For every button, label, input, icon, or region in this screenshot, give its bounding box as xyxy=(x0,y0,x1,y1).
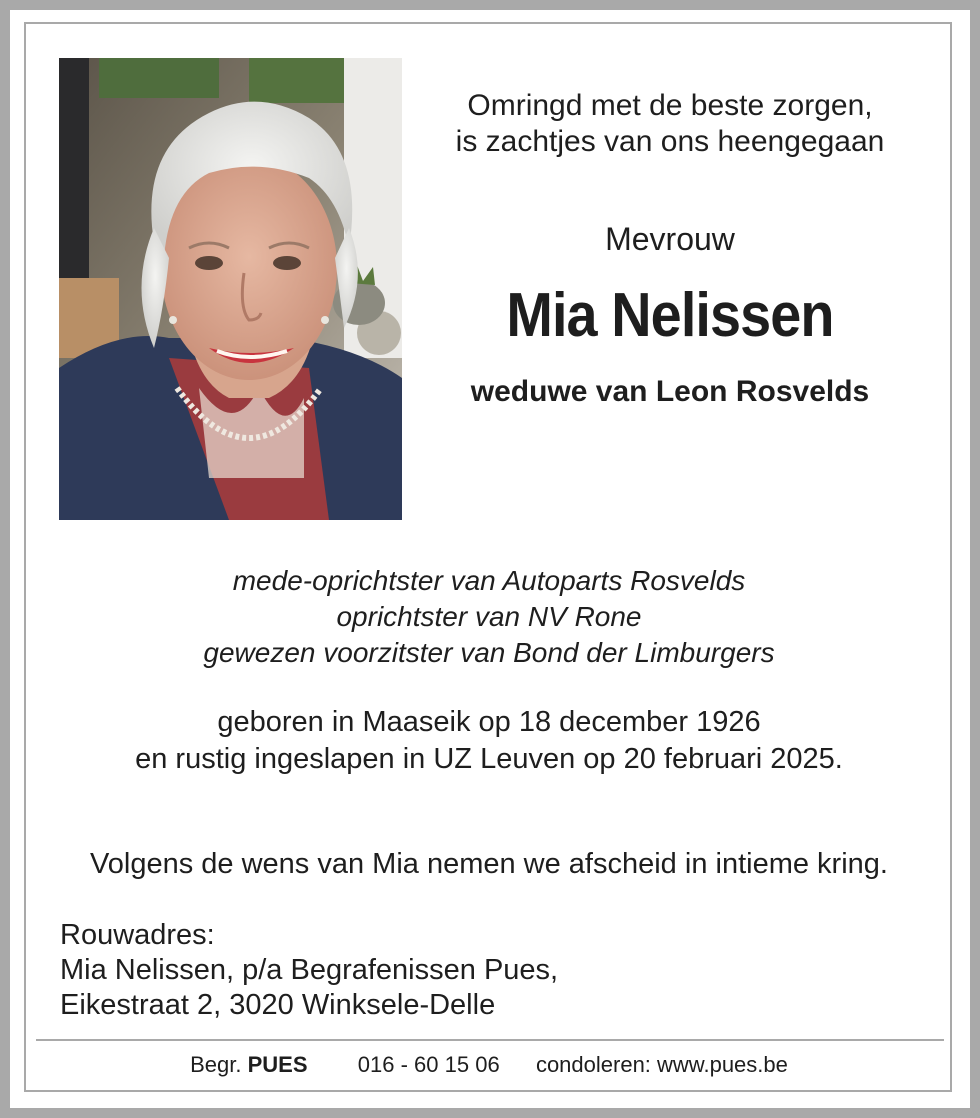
birth-line: geboren in Maaseik op 18 december 1926 xyxy=(217,706,761,738)
mourning-address xyxy=(60,918,558,1023)
portrait-photo xyxy=(59,58,402,520)
address-label: Rouwadres: xyxy=(60,919,215,951)
funeral-phone: 016 - 60 15 06 xyxy=(357,1052,500,1077)
role-item: gewezen voorzitster van Bond der Limburgers xyxy=(203,637,775,668)
role-item: mede-oprichtster van Autoparts Rosvelds xyxy=(232,565,746,596)
address-line-2: Eikestraat 2, 3020 Winksele-Delle xyxy=(60,989,496,1021)
farewell-note xyxy=(10,846,968,882)
footer-divider xyxy=(36,1039,944,1041)
portrait-illustration xyxy=(59,58,402,520)
address-line-1: Mia Nelissen, p/a Begrafenissen Pues, xyxy=(60,954,559,986)
footer-bar xyxy=(10,1050,968,1080)
deceased-name: Mia Nelissen xyxy=(506,281,834,350)
notice-card xyxy=(10,10,970,1108)
intro-line-1: Omringd met de beste zorgen, xyxy=(467,89,873,122)
death-line: en rustig ingeslapen in UZ Leuven op 20 februari 2025. xyxy=(135,743,843,775)
honorific: Mevrouw xyxy=(605,221,735,257)
funeral-prefix: Begr. xyxy=(190,1052,242,1077)
life-dates xyxy=(10,704,968,778)
farewell-text: Volgens de wens van Mia nemen we afscheid in intieme kring. xyxy=(90,848,888,880)
condolence-link[interactable]: condoleren: www.pues.be xyxy=(535,1052,788,1077)
roles-list xyxy=(10,563,968,671)
widow-of: weduwe van Leon Rosvelds xyxy=(470,375,870,408)
intro-line-2: is zachtjes van ons heengegaan xyxy=(455,125,885,158)
role-item: oprichtster van NV Rone xyxy=(336,601,642,632)
heading-block xyxy=(420,88,920,410)
funeral-home-name: PUES xyxy=(247,1052,308,1077)
